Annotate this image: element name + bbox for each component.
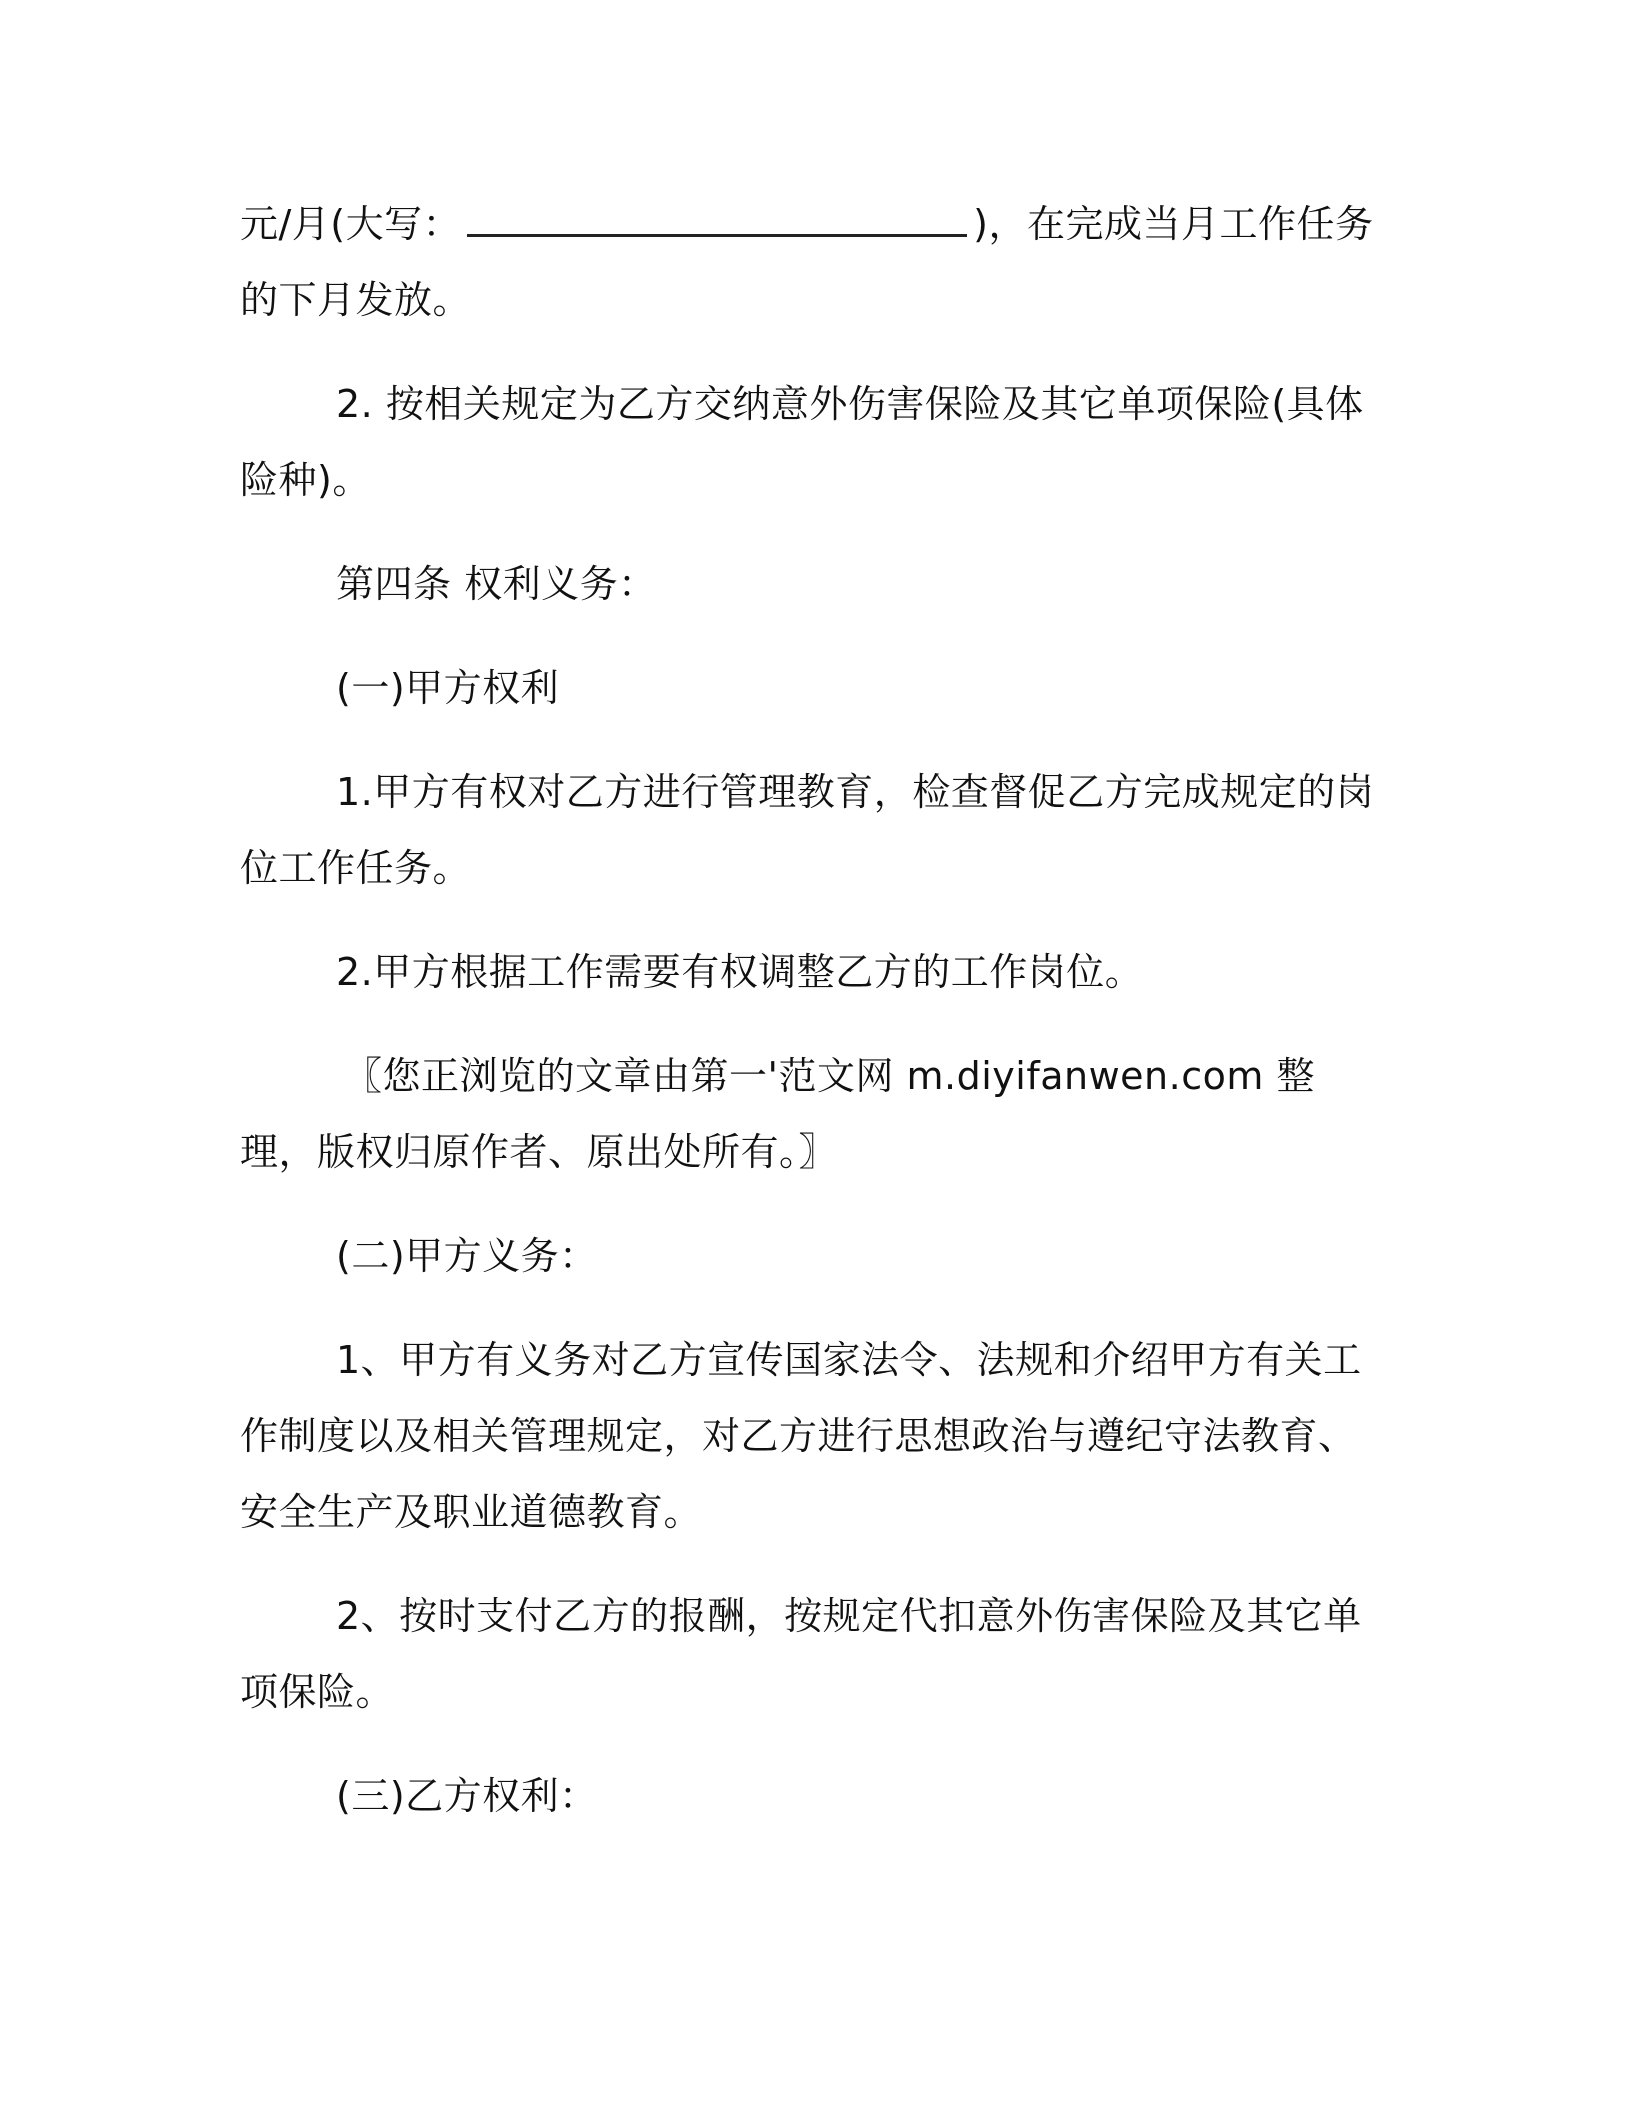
amount-blank-line [467,196,967,237]
salary-text-start: 元/月(大写： [240,202,462,246]
party-b-rights-heading: (三)乙方权利： [336,1774,598,1818]
party-a-duty-2: 2、按时支付乙方的报酬，按规定代扣意外伤害保险及其它单项保险。 [240,1594,1362,1714]
party-a-right-2: 2.甲方根据工作需要有权调整乙方的工作岗位。 [336,950,1144,994]
salary-paragraph [240,186,1390,338]
party-a-duty-1: 1、甲方有义务对乙方宣传国家法令、法规和介绍甲方有关工作制度以及相关管理规定，对乙方进行思想政治与遵纪守法教育、安全生产及职业道德教育。 [240,1338,1362,1534]
insurance-paragraph: 2. 按相关规定为乙方交纳意外伤害保险及其它单项保险(具体险种)。 [240,382,1364,502]
party-a-rights-heading: (一)甲方权利 [336,666,560,710]
article-four-heading: 第四条 权利义务： [336,562,657,606]
document-body [240,186,1390,1862]
party-a-duties-heading: (二)甲方义务： [336,1234,598,1278]
source-note: 〖您正浏览的文章由第一'范文网 m.diyifanwen.com 整理，版权归原作者、原出处所有。〗 [240,1054,1315,1174]
salary-text-end: )，在完成当月工作任务的下月发放。 [240,202,1374,322]
party-a-right-1: 1.甲方有权对乙方进行管理教育，检查督促乙方完成规定的岗位工作任务。 [240,770,1375,890]
